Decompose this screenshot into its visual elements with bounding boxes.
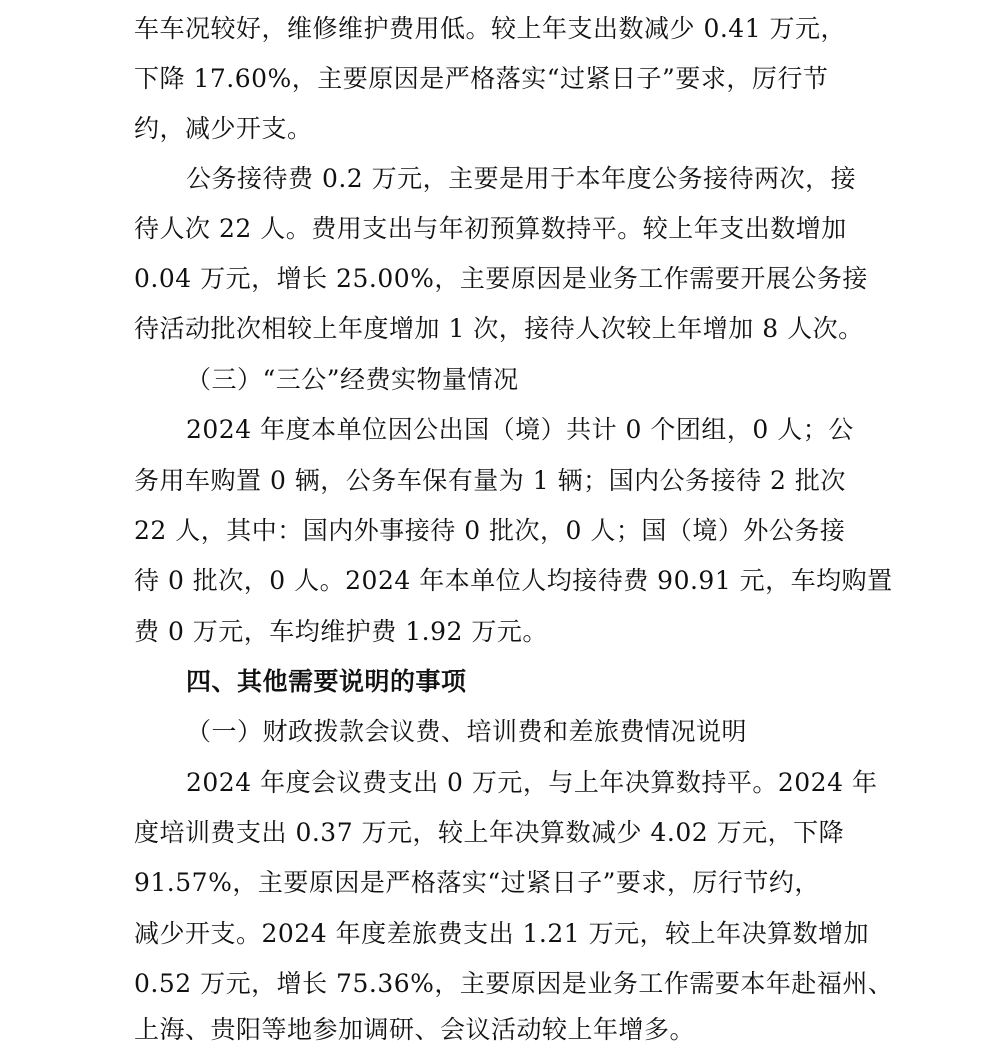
paragraph-line: 上海、贵阳等地参加调研、会议活动较上年增多。 [134,1015,696,1044]
paragraph-line: 2024 年度会议费支出 0 万元，与上年决算数持平。2024 年 [186,768,878,797]
paragraph-line: 待活动批次相较上年度增加 1 次，接待人次较上年增加 8 人次。 [134,314,864,343]
section-heading: （三）“三公”经费实物量情况 [186,365,519,394]
paragraph-line: 车车况较好，维修维护费用低。较上年支出数减少 0.41 万元， [134,14,847,43]
paragraph-line: 公务接待费 0.2 万元，主要是用于本年度公务接待两次，接 [186,164,857,193]
paragraph-line: 度培训费支出 0.37 万元，较上年决算数减少 4.02 万元，下降 [134,818,845,847]
section-heading: （一）财政拨款会议费、培训费和差旅费情况说明 [186,717,748,746]
paragraph-line: 下降 17.60%，主要原因是严格落实“过紧日子”要求，厉行节 [134,64,829,93]
paragraph-line: 2024 年度本单位因公出国（境）共计 0 个团组，0 人；公 [186,415,854,444]
paragraph-line: 待人次 22 人。费用支出与年初预算数持平。较上年支出数增加 [134,214,847,243]
paragraph-line: 91.57%，主要原因是严格落实“过紧日子”要求，厉行节约， [134,868,820,897]
paragraph-line: 0.04 万元，增长 25.00%，主要原因是业务工作需要开展公务接 [134,264,868,293]
paragraph-line: 0.52 万元，增长 75.36%，主要原因是业务工作需要本年赴福州、 [134,969,894,998]
paragraph-line: 务用车购置 0 辆，公务车保有量为 1 辆；国内公务接待 2 批次 [134,466,846,495]
paragraph-line: 22 人，其中：国内外事接待 0 批次，0 人；国（境）外公务接 [134,516,846,545]
paragraph-line: 待 0 批次，0 人。2024 年本单位人均接待费 90.91 元，车均购置 [134,566,893,595]
paragraph-line: 约，减少开支。 [134,114,313,143]
paragraph-line: 减少开支。2024 年度差旅费支出 1.21 万元，较上年决算数增加 [134,919,870,948]
chapter-heading: 四、其他需要说明的事项 [186,667,467,696]
paragraph-line: 费 0 万元，车均维护费 1.92 万元。 [134,617,548,646]
